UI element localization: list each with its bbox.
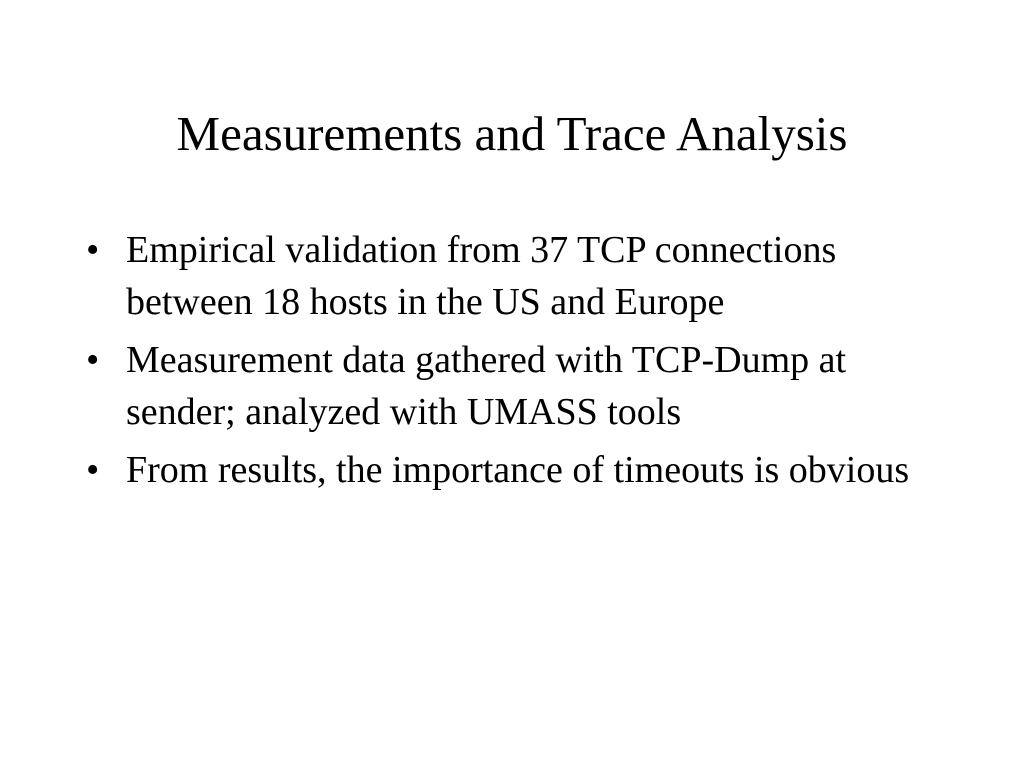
bullet-text: From results, the importance of timeouts is obvious [126,449,910,491]
bullet-text: Measurement data gathered with TCP-Dump at sender; analyzed with UMASS tools [126,339,847,433]
slide-title: Measurements and Trace Analysis [176,106,848,161]
bullet-point-icon: • [86,339,100,381]
bullet-point-icon: • [86,449,100,491]
bullet-item [84,444,944,496]
bullet-item [84,334,944,438]
bullet-point-icon: • [86,229,100,271]
bullet-item [84,224,944,328]
bullet-text: Empirical validation from 37 TCP connections between 18 hosts in the US and Europe [126,229,837,323]
bullet-list [84,224,944,502]
